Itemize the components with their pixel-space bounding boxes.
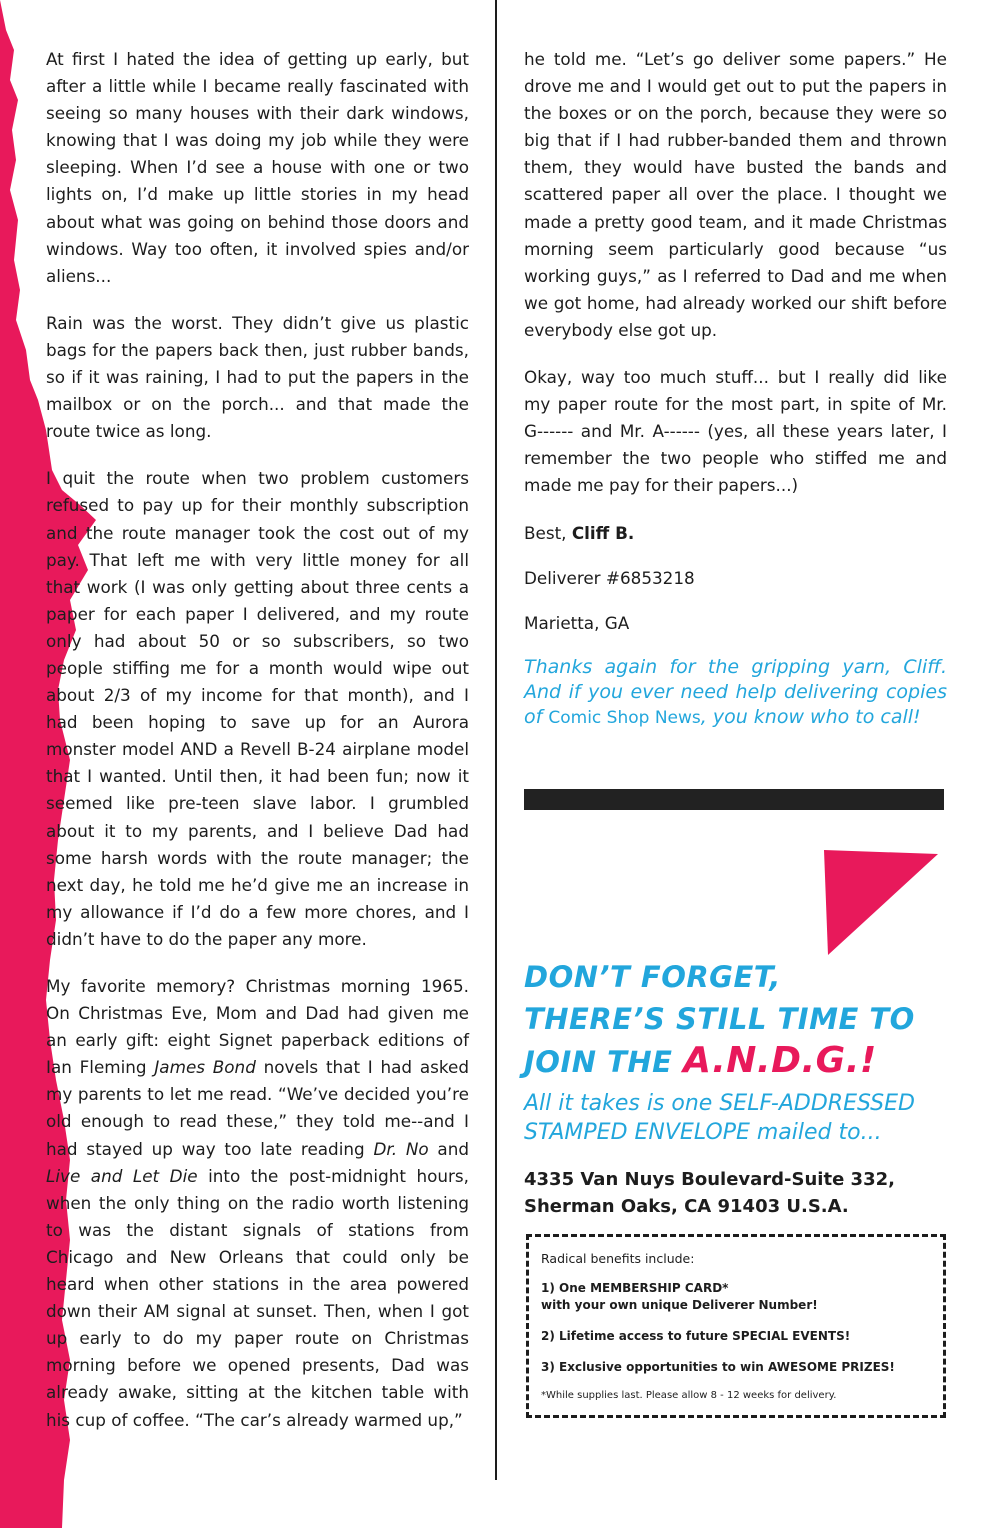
p4-text-d: into the post-midnight hours, when the only thing on the radio worth listening to was the distant signals of stations from Chicago and New Orleans that could only be heard when other stations in the area powered down their AM signal at sunset. Then, when I got up early to do my paper route on Christmas morning before we opened presents, Dad was already awake, sitting at the kitchen table with his cup of coffee. “The car’s already warmed up,”	[46, 1165, 469, 1430]
benefit-item-2: 2) Lifetime access to future SPECIAL EVENTS!	[541, 1329, 851, 1343]
signoff	[524, 520, 947, 547]
address-line-1: 4335 Van Nuys Boulevard-Suite 332,	[524, 1169, 895, 1190]
promo-line-1: DON’T FORGET,	[524, 960, 781, 994]
andg-name: A.N.D.G.!	[683, 1040, 877, 1081]
letter-column-right	[524, 46, 947, 751]
benefit-item-1-line-a: 1) One MEMBERSHIP CARD*	[541, 1281, 729, 1295]
promo-sub-1: All it takes is one SELF-ADDRESSED	[524, 1091, 915, 1116]
benefits-footnote: *While supplies last. Please allow 8 - 12 weeks for delivery.	[541, 1390, 837, 1401]
reply-text-b: , you know who to call!	[700, 705, 921, 728]
benefit-item-1	[541, 1280, 943, 1314]
paragraph-6: Okay, way too much stuff... but I really did like my paper route for the most part, in spite of Mr. G------ and Mr. A------ (yes, all these years later, I remember the two people who stiffed me and made me pay for their papers...)	[524, 367, 947, 496]
editor-reply	[524, 655, 947, 731]
promo-line-2: THERE’S STILL TIME TO	[524, 1002, 915, 1036]
paragraph-3: I quit the route when two problem customers refused to pay up for their monthly subscription and the route manager took the cost out of my pay. That left me with very little money for all that work (I was only getting about three cents a paper for each paper I delivered, and my route only had about 50 or so subscribers, so two people stiffing me for a month would wipe out about 2/3 of my income for that month), and I had been hoping to save up for an Aurora monster model AND a Revell B-24 airplane model that I wanted. Until then, it had been fun; now it seemed like pre-teen slave labor. I grumbled about it to my parents, and I believe Dad had some harsh words with the route manager; the next day, he told me he’d give me an increase in my allowance if I’d do a few more chores, and I didn’t have to do the paper any more.	[46, 468, 469, 949]
benefits-box	[526, 1234, 946, 1418]
p4-text-a: My favorite memory? Christmas morning 1965. On Christmas Eve, Mom and Dad had given me an early gift: eight Signet paperback editions of Ian Fleming	[46, 976, 469, 1078]
benefits-intro: Radical benefits include:	[541, 1251, 695, 1266]
paragraph-2: Rain was the worst. They didn’t give us plastic bags for the papers back then, just rubber bands, so if it was raining, I had to put the papers in the mailbox or on the porch... and that made the route twice as long.	[46, 312, 469, 442]
book-title-live-and-let-die: Live and Let Die	[46, 1165, 198, 1186]
paragraph-5: he told me. “Let’s go deliver some papers.” He drove me and I would get out to put the papers in the boxes or on the porch, because they were so big that if I had rubber-banded them and thrown them, they would have busted the bands and scattered paper all over the place. I thought we made a pretty good team, and it made Christmas morning seem particularly good because “us working guys,” as I referred to Dad and me when we got home, had already worked our shift before everybody else got up.	[524, 49, 947, 340]
promo-line-3: JOIN THE	[524, 1045, 673, 1079]
reply-text-a: Thanks again for the gripping yarn, Cliff. And if you ever need help delivering copies of	[524, 655, 947, 728]
address-line-2: Sherman Oaks, CA 91403 U.S.A.	[524, 1196, 849, 1217]
promo-subhead	[524, 1089, 954, 1147]
mailing-address	[524, 1166, 954, 1220]
book-title-james-bond: James Bond	[154, 1057, 256, 1078]
promo-headline	[524, 956, 954, 1083]
paragraph-1: At first I hated the idea of getting up early, but after a little while I became really fascinated with seeing so many houses with their dark windows, knowing that I was doing my job while they were sleeping. When I’d see a house with one or two lights on, I’d make up little stories in my head about what was going on behind those doors and windows. Way too often, it involved spies and/or aliens...	[46, 49, 469, 286]
paragraph-4	[46, 973, 469, 1434]
book-title-dr-no: Dr. No	[373, 1138, 429, 1159]
signer-location: Marietta, GA	[524, 612, 630, 633]
p4-text-b: novels that I had asked my parents to let me read. “We’ve decided you’re old enough to read these,” they told me--and I had stayed up way too late reading	[46, 1057, 469, 1159]
signer-name: Cliff B.	[571, 522, 635, 543]
deliverer-number: Deliverer #6853218	[524, 567, 695, 588]
promo-sub-2: STAMPED ENVELOPE mailed to...	[524, 1120, 882, 1145]
section-divider-bar	[524, 789, 944, 810]
letter-column-left	[46, 46, 469, 1454]
signoff-text: Best,	[524, 522, 567, 543]
pink-triangle-graphic	[824, 850, 938, 955]
publication-name: Comic Shop News	[548, 707, 701, 728]
benefit-item-1-line-b: with your own unique Deliverer Number!	[541, 1298, 818, 1312]
benefit-item-3: 3) Exclusive opportunities to win AWESOME PRIZES!	[541, 1360, 895, 1374]
andg-promo	[524, 956, 954, 1147]
column-divider	[495, 0, 497, 1480]
p4-text-c: and	[428, 1138, 470, 1159]
